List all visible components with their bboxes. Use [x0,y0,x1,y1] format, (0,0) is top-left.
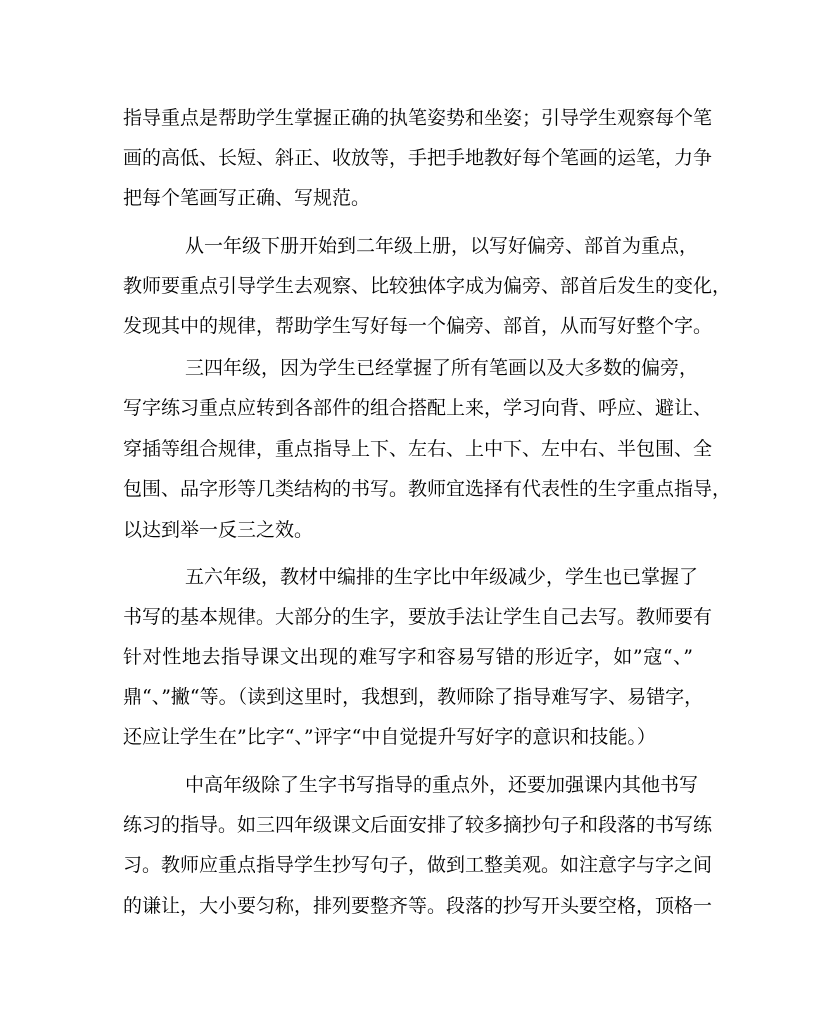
paragraph-2-line-2: 教师要重点引导学生去观察、比较独体字成为偏旁、部首后发生的变化， [123,275,732,297]
paragraph-4-line-1: 五六年级，教材中编排的生字比中年级减少，学生也已掌握了 [185,566,699,588]
paragraph-1-line-1: 指导重点是帮助学生掌握正确的执笔姿势和坐姿；引导学生观察每个笔 [123,107,713,129]
paragraph-1-line-2: 画的高低、长短、斜正、收放等，手把手地教好每个笔画的运笔，力争 [123,147,713,169]
paragraph-3-line-4: 包围、品字形等几类结构的书写。教师宜选择有代表性的生字重点指导， [123,478,732,500]
paragraph-2-line-3: 发现其中的规律，帮助学生写好每一个偏旁、部首，从而写好整个字。 [123,315,713,337]
paragraph-3-line-1: 三四年级，因为学生已经掌握了所有笔画以及大多数的偏旁， [185,357,699,379]
paragraph-1-line-3: 把每个笔画写正确、写规范。 [123,187,371,209]
paragraph-4-line-2: 书写的基本规律。大部分的生字，要放手法让学生自己去写。教师要有 [123,606,713,628]
paragraph-3-line-2: 写字练习重点应转到各部件的组合搭配上来，学习向背、呼应、避让、 [123,397,713,419]
paragraph-5-line-4: 的谦让，大小要匀称，排列要整齐等。段落的抄写开头要空格，顶格一 [123,895,713,917]
paragraph-5-line-1: 中高年级除了生字书写指导的重点外，还要加强课内其他书写 [185,774,699,796]
paragraph-2-line-1: 从一年级下册开始到二年级上册，以写好偏旁、部首为重点， [185,235,699,257]
paragraph-4-line-5: 还应让学生在”比字“、”评字“中自觉提升写好字的意识和技能。） [123,726,656,748]
paragraph-3-line-3: 穿插等组合规律，重点指导上下、左右、上中下、左中右、半包围、全 [123,438,713,460]
paragraph-4-line-4: 鼎“、”撇“等。（读到这里时，我想到，教师除了指导难写字、易错字， [123,686,704,708]
paragraph-3-line-5: 以达到举一反三之效。 [123,519,314,541]
paragraph-4-line-3: 针对性地去指导课文出现的难写字和容易写错的形近字，如”寇“、” [123,646,693,668]
paragraph-5-line-2: 练习的指导。如三四年级课文后面安排了较多摘抄句子和段落的书写练 [123,814,713,836]
paragraph-5-line-3: 习。教师应重点指导学生抄写句子，做到工整美观。如注意字与字之间 [123,854,713,876]
